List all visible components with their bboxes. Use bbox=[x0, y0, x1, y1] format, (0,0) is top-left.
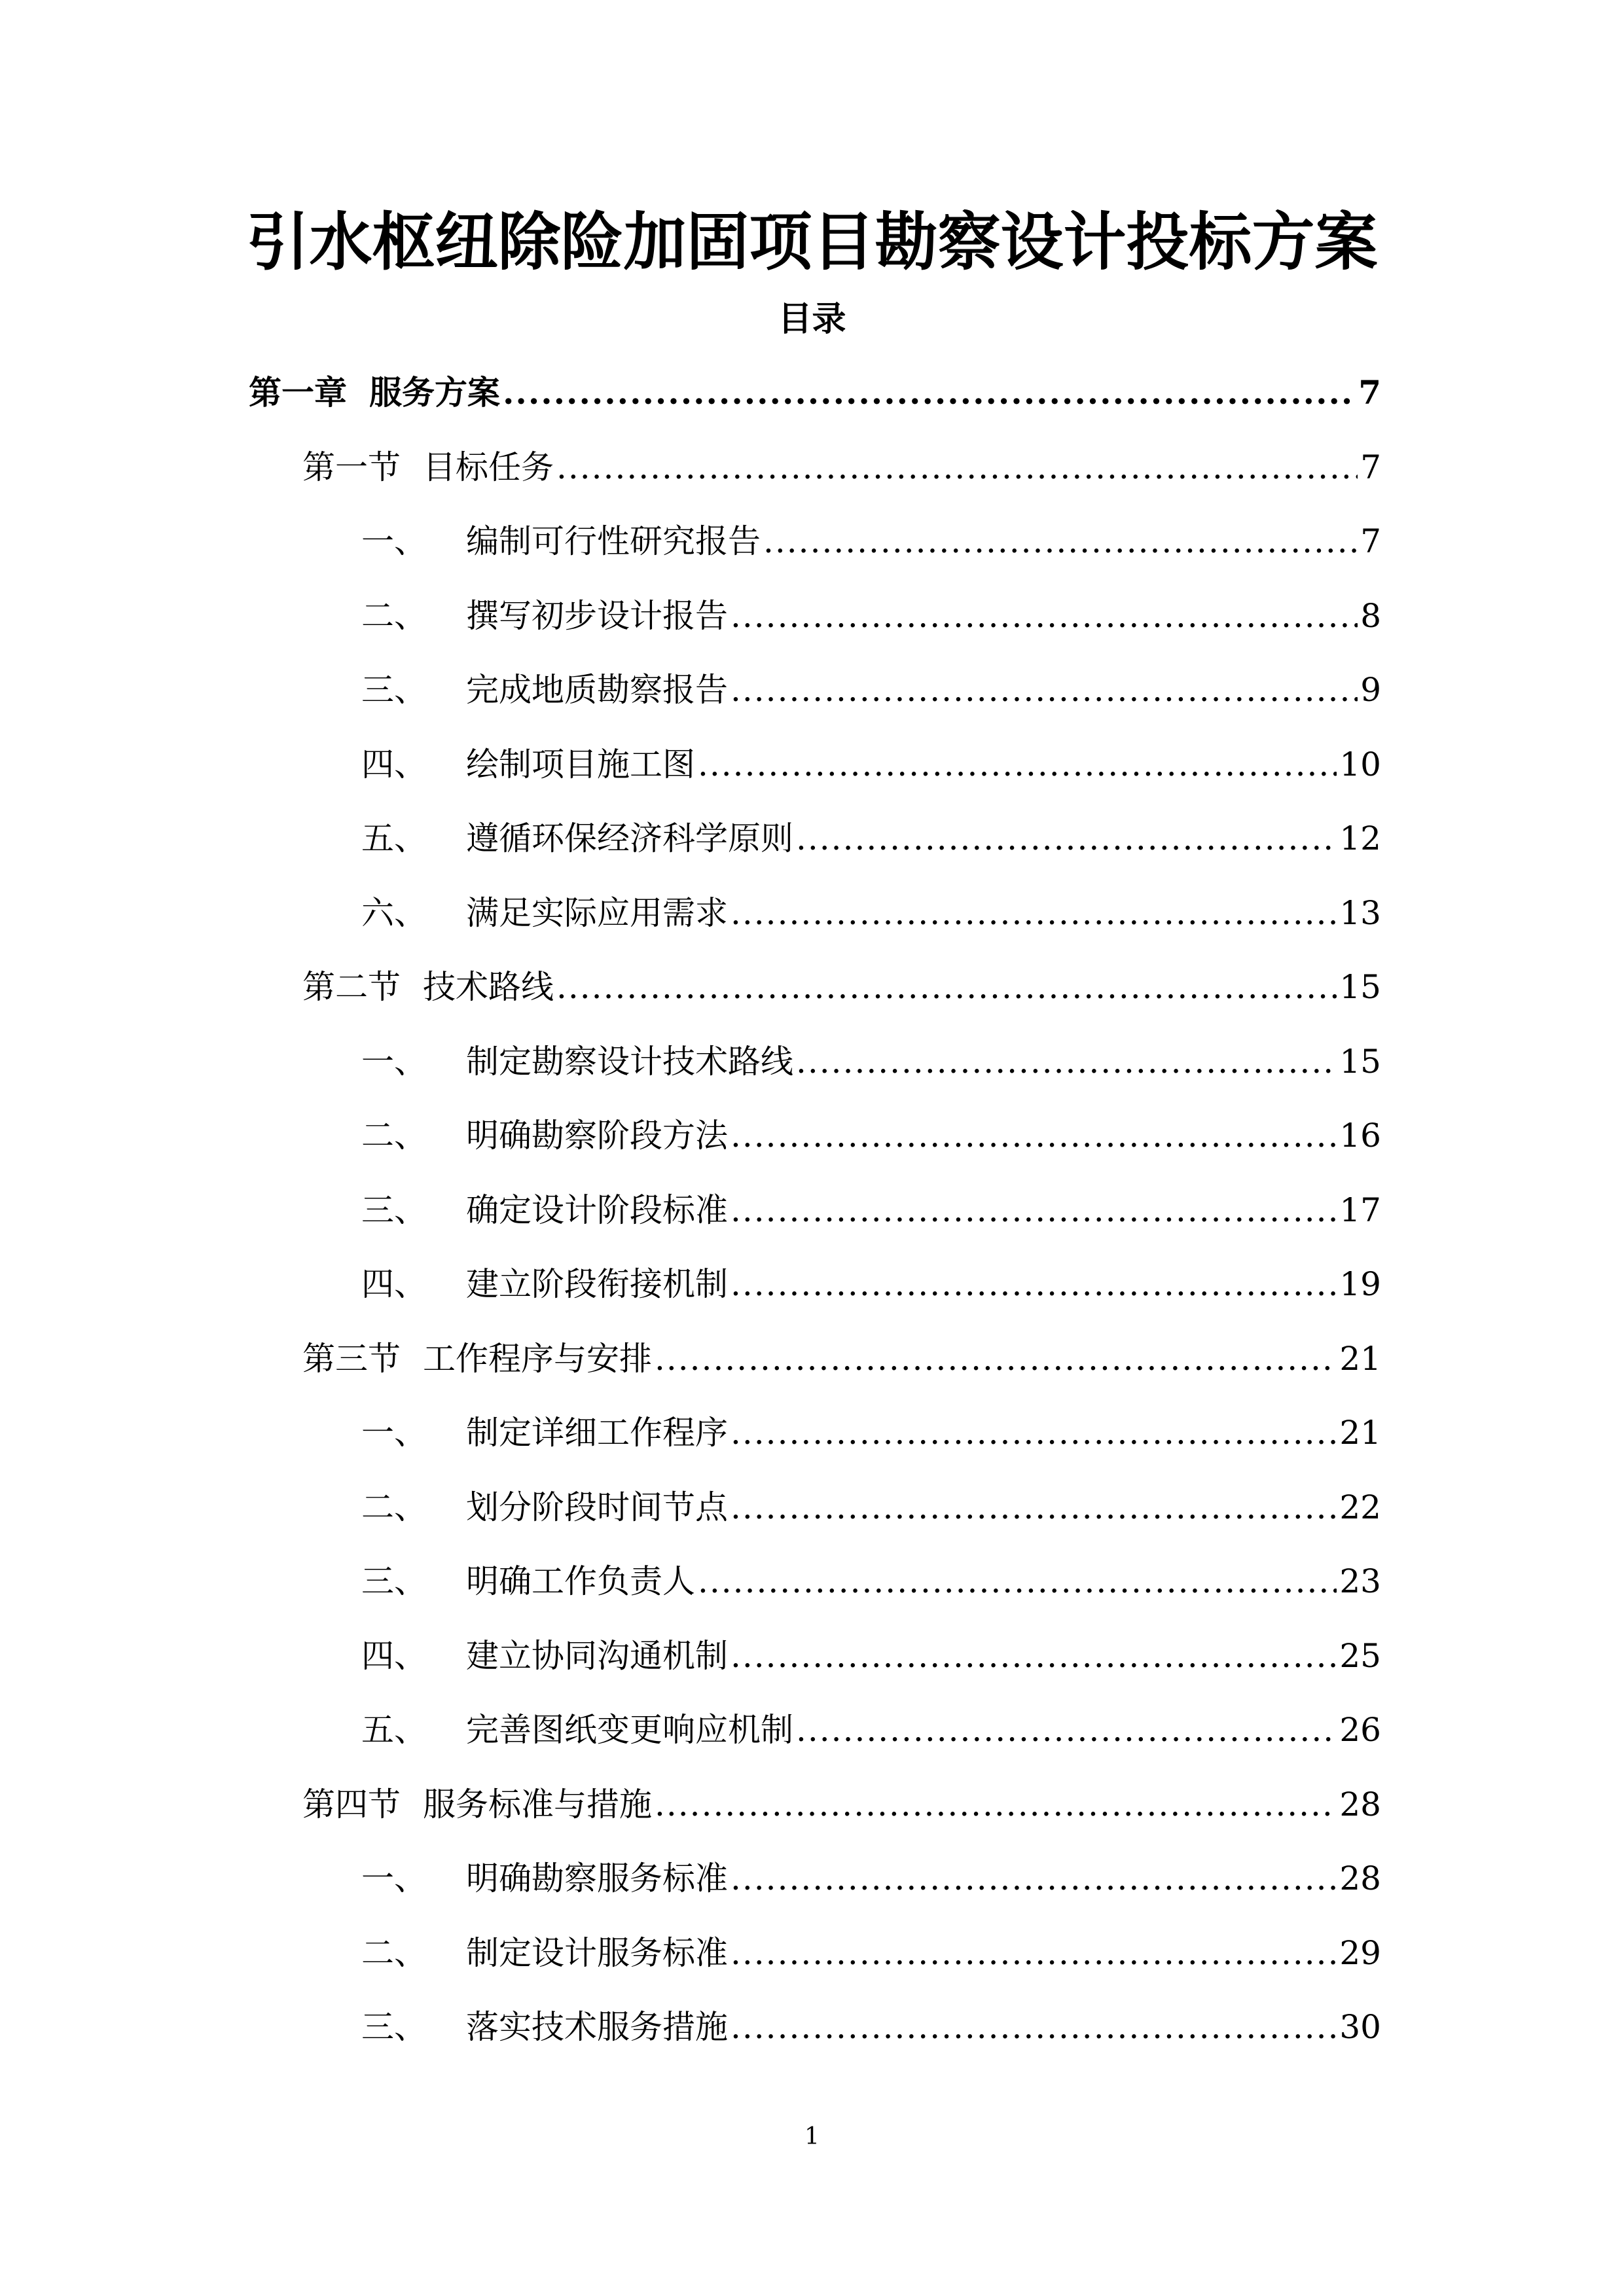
toc-entry-title: 服务标准与措施 bbox=[423, 1785, 652, 1823]
toc-entry-title: 编制可行性研究报告 bbox=[466, 522, 761, 560]
toc-dot-leader bbox=[503, 367, 1356, 419]
toc-entry[interactable] bbox=[361, 1109, 1381, 1162]
toc-dot-leader bbox=[731, 664, 1358, 716]
toc-heading: 目录 bbox=[778, 299, 846, 339]
toc-entry-page: 30 bbox=[1339, 2008, 1381, 2046]
toc-dot-leader bbox=[796, 1035, 1337, 1088]
toc-entry-title: 制定勘察设计技术路线 bbox=[466, 1043, 793, 1081]
toc-entry-page: 28 bbox=[1339, 1785, 1381, 1823]
toc-dot-leader bbox=[698, 1555, 1337, 1607]
toc-entry-page: 21 bbox=[1339, 1340, 1381, 1378]
toc-entry[interactable] bbox=[361, 1704, 1381, 1756]
toc-entry-page: 28 bbox=[1339, 1859, 1381, 1897]
toc-entry-page: 7 bbox=[1360, 448, 1381, 486]
toc-entry-number: 一、 bbox=[361, 1043, 427, 1081]
toc-entry-title: 满足实际应用需求 bbox=[466, 894, 728, 932]
toc-entry-title: 明确勘察服务标准 bbox=[466, 1859, 728, 1897]
toc-entry-page: 16 bbox=[1339, 1117, 1381, 1155]
toc-entry[interactable] bbox=[361, 515, 1381, 567]
toc-dot-leader bbox=[731, 887, 1337, 939]
toc-entry-page: 10 bbox=[1339, 745, 1381, 783]
toc-entry[interactable] bbox=[361, 812, 1381, 865]
toc-entry-number: 四、 bbox=[361, 1265, 427, 1303]
toc-entry-title: 建立阶段衔接机制 bbox=[466, 1265, 728, 1303]
toc-entry[interactable] bbox=[361, 1258, 1381, 1310]
toc-entry-page: 19 bbox=[1339, 1265, 1381, 1303]
toc-entry-title: 明确工作负责人 bbox=[466, 1562, 695, 1600]
toc-entry-title: 确定设计阶段标准 bbox=[466, 1191, 728, 1229]
page-number: 1 bbox=[804, 2123, 820, 2150]
toc-entry-number: 一、 bbox=[361, 1414, 427, 1452]
toc-entry-number: 三、 bbox=[361, 671, 427, 709]
toc-entry-number: 二、 bbox=[361, 1934, 427, 1972]
toc-entry[interactable] bbox=[302, 1778, 1381, 1831]
toc-dot-leader bbox=[796, 1704, 1337, 1756]
toc-entry[interactable] bbox=[302, 1333, 1381, 1385]
toc-dot-leader bbox=[731, 590, 1358, 642]
toc-entry-page: 13 bbox=[1339, 894, 1381, 932]
toc-entry[interactable] bbox=[249, 367, 1381, 419]
toc-entry-title: 服务方案 bbox=[369, 373, 500, 412]
toc-entry-title: 绘制项目施工图 bbox=[466, 745, 695, 783]
toc-entry[interactable] bbox=[361, 1407, 1381, 1459]
toc-entry-number: 五、 bbox=[361, 1711, 427, 1749]
toc-entry-number: 第三节 bbox=[302, 1340, 401, 1378]
toc-entry-title: 划分阶段时间节点 bbox=[466, 1488, 728, 1526]
toc-entry[interactable] bbox=[361, 887, 1381, 939]
toc-entry-title: 制定设计服务标准 bbox=[466, 1934, 728, 1972]
toc-entry-page: 15 bbox=[1339, 968, 1381, 1006]
toc-entry-page: 7 bbox=[1358, 373, 1381, 412]
toc-entry-title: 遵循环保经济科学原则 bbox=[466, 819, 793, 857]
toc-dot-leader bbox=[655, 1333, 1337, 1385]
toc-entry-page: 17 bbox=[1339, 1191, 1381, 1229]
toc-entry-number: 三、 bbox=[361, 1191, 427, 1229]
toc-entry-page: 26 bbox=[1339, 1711, 1381, 1749]
toc-entry[interactable] bbox=[361, 1035, 1381, 1088]
toc-entry-title: 落实技术服务措施 bbox=[466, 2008, 728, 2046]
toc-entry-number: 二、 bbox=[361, 1488, 427, 1526]
toc-dot-leader bbox=[731, 2001, 1337, 2053]
toc-entry-title: 明确勘察阶段方法 bbox=[466, 1117, 728, 1155]
toc-entry-number: 三、 bbox=[361, 2008, 427, 2046]
toc-entry-page: 15 bbox=[1339, 1043, 1381, 1081]
toc-entry-page: 8 bbox=[1360, 597, 1381, 635]
toc-entry[interactable] bbox=[361, 1630, 1381, 1682]
toc-entry[interactable] bbox=[361, 1184, 1381, 1236]
toc-dot-leader bbox=[556, 441, 1358, 493]
toc-entry-page: 12 bbox=[1339, 819, 1381, 857]
toc-entry-number: 六、 bbox=[361, 894, 427, 932]
toc-entry[interactable] bbox=[302, 961, 1381, 1013]
toc-entry-number: 第一节 bbox=[302, 448, 401, 486]
toc-entry-number: 第四节 bbox=[302, 1785, 401, 1823]
document-title: 引水枢纽除险加固项目勘察设计投标方案 bbox=[246, 205, 1378, 279]
toc-entry[interactable] bbox=[361, 1852, 1381, 1905]
toc-entry-page: 23 bbox=[1339, 1562, 1381, 1600]
toc-entry-number: 一、 bbox=[361, 522, 427, 560]
toc-entry[interactable] bbox=[361, 738, 1381, 791]
toc-entry[interactable] bbox=[302, 441, 1381, 493]
toc-dot-leader bbox=[731, 1927, 1337, 1979]
toc-entry-number: 五、 bbox=[361, 819, 427, 857]
toc-entry-title: 建立协同沟通机制 bbox=[466, 1637, 728, 1675]
toc-entry-title: 制定详细工作程序 bbox=[466, 1414, 728, 1452]
toc-entry-number: 第一章 bbox=[249, 373, 347, 412]
toc-entry[interactable] bbox=[361, 1927, 1381, 1979]
toc-entry[interactable] bbox=[361, 2001, 1381, 2053]
toc-entry-page: 25 bbox=[1339, 1637, 1381, 1675]
toc-dot-leader bbox=[731, 1184, 1337, 1236]
toc-dot-leader bbox=[763, 515, 1358, 567]
toc-entry-number: 四、 bbox=[361, 745, 427, 783]
toc-dot-leader bbox=[731, 1109, 1337, 1162]
toc-entry-number: 四、 bbox=[361, 1637, 427, 1675]
toc-entry[interactable] bbox=[361, 664, 1381, 716]
toc-entry-title: 技术路线 bbox=[423, 968, 554, 1006]
toc-entry-page: 22 bbox=[1339, 1488, 1381, 1526]
toc-entry-number: 三、 bbox=[361, 1562, 427, 1600]
toc-entry-page: 9 bbox=[1360, 671, 1381, 709]
toc-entry-title: 撰写初步设计报告 bbox=[466, 597, 728, 635]
toc-dot-leader bbox=[698, 738, 1337, 791]
toc-dot-leader bbox=[731, 1481, 1337, 1534]
toc-entry-title: 完成地质勘察报告 bbox=[466, 671, 728, 709]
toc-dot-leader bbox=[655, 1778, 1337, 1831]
toc-dot-leader bbox=[731, 1852, 1337, 1905]
toc-entry-page: 29 bbox=[1339, 1934, 1381, 1972]
toc-entry-page: 7 bbox=[1360, 522, 1381, 560]
toc-entry-number: 一、 bbox=[361, 1859, 427, 1897]
toc-dot-leader bbox=[731, 1258, 1337, 1310]
toc-dot-leader bbox=[731, 1407, 1337, 1459]
toc-entry-number: 第二节 bbox=[302, 968, 401, 1006]
toc-entry-page: 21 bbox=[1339, 1414, 1381, 1452]
toc-dot-leader bbox=[556, 961, 1337, 1013]
toc-entry-title: 目标任务 bbox=[423, 448, 554, 486]
toc-entry-number: 二、 bbox=[361, 597, 427, 635]
toc-dot-leader bbox=[731, 1630, 1337, 1682]
toc-entry[interactable] bbox=[361, 590, 1381, 642]
toc-entry-number: 二、 bbox=[361, 1117, 427, 1155]
toc-dot-leader bbox=[796, 812, 1337, 865]
toc-entry[interactable] bbox=[361, 1481, 1381, 1534]
toc-entry-title: 完善图纸变更响应机制 bbox=[466, 1711, 793, 1749]
toc-entry-title: 工作程序与安排 bbox=[423, 1340, 652, 1378]
toc-entry[interactable] bbox=[361, 1555, 1381, 1607]
